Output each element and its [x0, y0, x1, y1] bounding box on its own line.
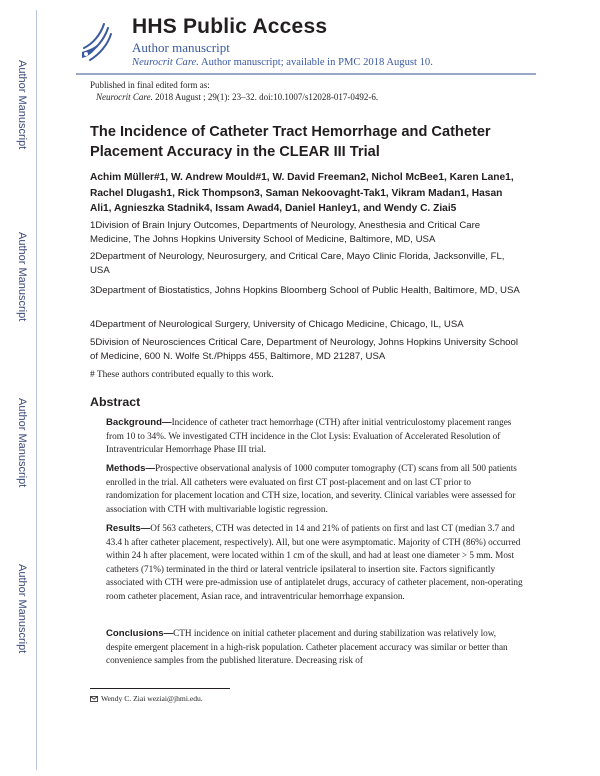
section-label: Conclusions—: [106, 628, 174, 639]
watermark-author-manuscript: Author Manuscript: [16, 564, 28, 654]
header-author-manuscript: Author manuscript: [132, 40, 230, 55]
watermark-author-manuscript: Author Manuscript: [16, 232, 28, 322]
citation-text: 2018 August ; 29(1): 23–32. doi:10.1007/s12028-017-0492-6.: [152, 92, 379, 102]
abstract-methods: [106, 462, 524, 516]
section-text: Of 563 catheters, CTH was detected in 14 and 21% of patients on first and last CT (median 3.7 and 43.4 h after catheter placement, respectively). All, but one were asymptomatic. Majority of CTH (86%) occurred within 24 h after placement, were located within 1 cm of the skull, and had at least one diameter > 5 mm. Most catheters (71%) terminated in the third or lateral ventricle ipsilateral to insertion site. Factors significantly associated with CTH were pre-admission use of antiplatelet drugs, accuracy of catheter placement, non-operating room catheter placement, Asian race, and intraventricular hemorrhage expansion.: [106, 523, 523, 601]
equal-contribution-note: # These authors contributed equally to this work.: [90, 370, 274, 380]
section-label: Results—: [106, 523, 151, 534]
abstract-results: [106, 522, 524, 604]
header-journal: Neurocrit Care.: [132, 57, 199, 68]
citation: [96, 91, 378, 103]
affiliation-2: 2Department of Neurology, Neurosurgery, and Critical Care, Mayo Clinic Florida, Jacksonville, FL, USA: [90, 251, 505, 276]
header-rule: [76, 73, 536, 75]
margin-rule: [36, 10, 37, 770]
section-text: CTH incidence on initial catheter placement and during stabilization was relatively low, despite emergent placement in a high-risk population. Catheter placement accuracy was similar or better than convenience samples from the published literature. Decreasing risk of: [106, 628, 508, 666]
affiliation-5: 5Division of Neurosciences Critical Care, Department of Neurology, Johns Hopkins University School of Medicine, 600 N. Wolfe St./Phipps 455, Baltimore, MD 21287, USA: [90, 337, 518, 362]
affiliation-1: 1Division of Brain Injury Outcomes, Departments of Neurology, Anesthesia and Critical Care Medicine, The Johns Hopkins University School of Medicine, Baltimore, MD, USA: [90, 220, 481, 245]
section-text: Prospective observational analysis of 1000 computer tomography (CT) scans from all 500 patients enrolled in the trial. All catheters were evaluated on first CT post-placement and on last CT prior to randomization for placement location and CTH size, location, and severity. Clinical variables were assessed for association with CTH with multivariable logistic regression.: [106, 463, 517, 514]
hhs-eagle-logo-icon: [78, 14, 114, 66]
published-line: Published in final edited form as:: [90, 80, 210, 90]
section-text: Incidence of catheter tract hemorrhage (CTH) after initial ventriculostomy placement ranges from 10 to 34%. We investigated CTH incidence in the Clot Lysis: Evaluation of Accelerated Resolution of Intraventricular Hemorrhage Phase III trial.: [106, 417, 512, 455]
affiliation-3: 3Department of Biostatistics, Johns Hopkins Bloomberg School of Public Health, Baltimore, MD, USA: [90, 285, 520, 296]
footnote-contact[interactable]: Wendy C. Ziai weziai@jhmi.edu.: [101, 694, 203, 703]
citation-journal: Neurocrit Care.: [96, 92, 153, 102]
envelope-icon: [90, 696, 98, 702]
abstract-conclusions: [106, 627, 524, 668]
footnote-rule: [90, 688, 230, 689]
watermark-author-manuscript: Author Manuscript: [16, 60, 28, 150]
abstract-background: [106, 416, 524, 457]
header-availability: [132, 57, 433, 68]
article-title: The Incidence of Catheter Tract Hemorrhage and Catheter Placement Accuracy in the CLEAR III Trial: [90, 124, 491, 160]
watermark-author-manuscript: Author Manuscript: [16, 398, 28, 488]
footnote: [90, 694, 203, 703]
abstract-heading: Abstract: [90, 395, 141, 409]
section-label: Methods—: [106, 463, 156, 474]
header-title: HHS Public Access: [132, 15, 328, 38]
author-list: Achim Müller#1, W. Andrew Mould#1, W. David Freeman2, Nichol McBee1, Karen Lane1, Rachel Dlugash1, Rick Thompson3, Saman Nekoovaght-Tak1, Vikram Madan1, Hasan Ali1, Agnieszka Stadnik4, Issam Awad4, Daniel Hanley1, and Wendy C. Ziai5: [90, 172, 514, 214]
section-label: Background—: [106, 417, 172, 428]
affiliation-4: 4Department of Neurological Surgery, University of Chicago Medicine, Chicago, IL, USA: [90, 319, 464, 330]
header-availability-text: Author manuscript; available in PMC 2018 August 10.: [198, 57, 433, 68]
